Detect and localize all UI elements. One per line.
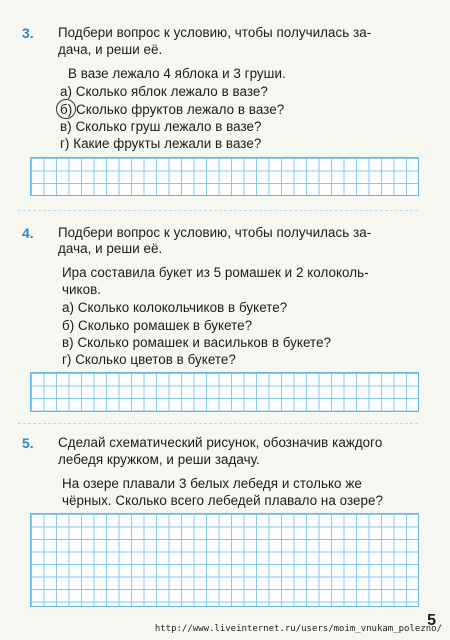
pencil-circle-mark [56, 99, 76, 119]
task-4-condition-line-2: чиков. [62, 282, 102, 297]
task-3-condition: В вазе лежало 4 яблока и 3 груши. [68, 66, 286, 81]
task-4-option-b: б) Сколько ромашек в букете? [62, 318, 253, 333]
task-4-condition-line-1: Ира составила букет из 5 ромашек и 2 колоколь- [62, 265, 369, 280]
task-4-option-d: г) Сколько цветов в букете? [62, 352, 236, 367]
task-3-prompt-line-1: Подбери вопрос к условию, чтобы получилась за- [58, 25, 372, 40]
task-3-number: 3. [22, 25, 34, 41]
task-3-prompt-line-2: дача, и реши её. [58, 42, 163, 57]
section-divider [18, 210, 418, 211]
task-3-option-d: г) Какие фрукты лежали в вазе? [60, 136, 262, 151]
task-5-number: 5. [22, 435, 34, 451]
watermark-url: http://www.liveinternet.ru/users/moim_vnukam_polezno/ [154, 624, 442, 634]
task-5-answer-grid[interactable] [30, 513, 419, 607]
page-number: 5 [427, 612, 436, 629]
task-5-prompt-line-1: Сделай схематический рисунок, обозначив каждого [58, 435, 383, 450]
task-4-number: 4. [22, 225, 34, 241]
task-4-answer-grid[interactable] [30, 372, 419, 412]
task-4-prompt-line-2: дача, и реши её. [58, 241, 163, 256]
task-3-option-a: а) Сколько яблок лежало в вазе? [60, 84, 268, 99]
task-3-option-b: б) Сколько фруктов лежало в вазе? [60, 102, 285, 117]
task-5-condition-line-2: чёрных. Сколько всего лебедей плавало на озере? [62, 493, 383, 508]
task-5-condition-line-1: На озере плавали 3 белых лебедя и столько же [62, 476, 362, 491]
section-divider [18, 423, 418, 424]
task-4-option-a: а) Сколько колокольчиков в букете? [62, 300, 288, 315]
task-4-option-c: в) Сколько ромашек и васильков в букете? [62, 335, 332, 350]
task-4-prompt-line-1: Подбери вопрос к условию, чтобы получилась за- [58, 225, 372, 240]
task-3-answer-grid[interactable] [30, 157, 419, 196]
task-3-option-c: в) Сколько груш лежало в вазе? [60, 119, 262, 134]
task-5-prompt-line-2: лебедя кружком, и реши задачу. [58, 452, 260, 467]
